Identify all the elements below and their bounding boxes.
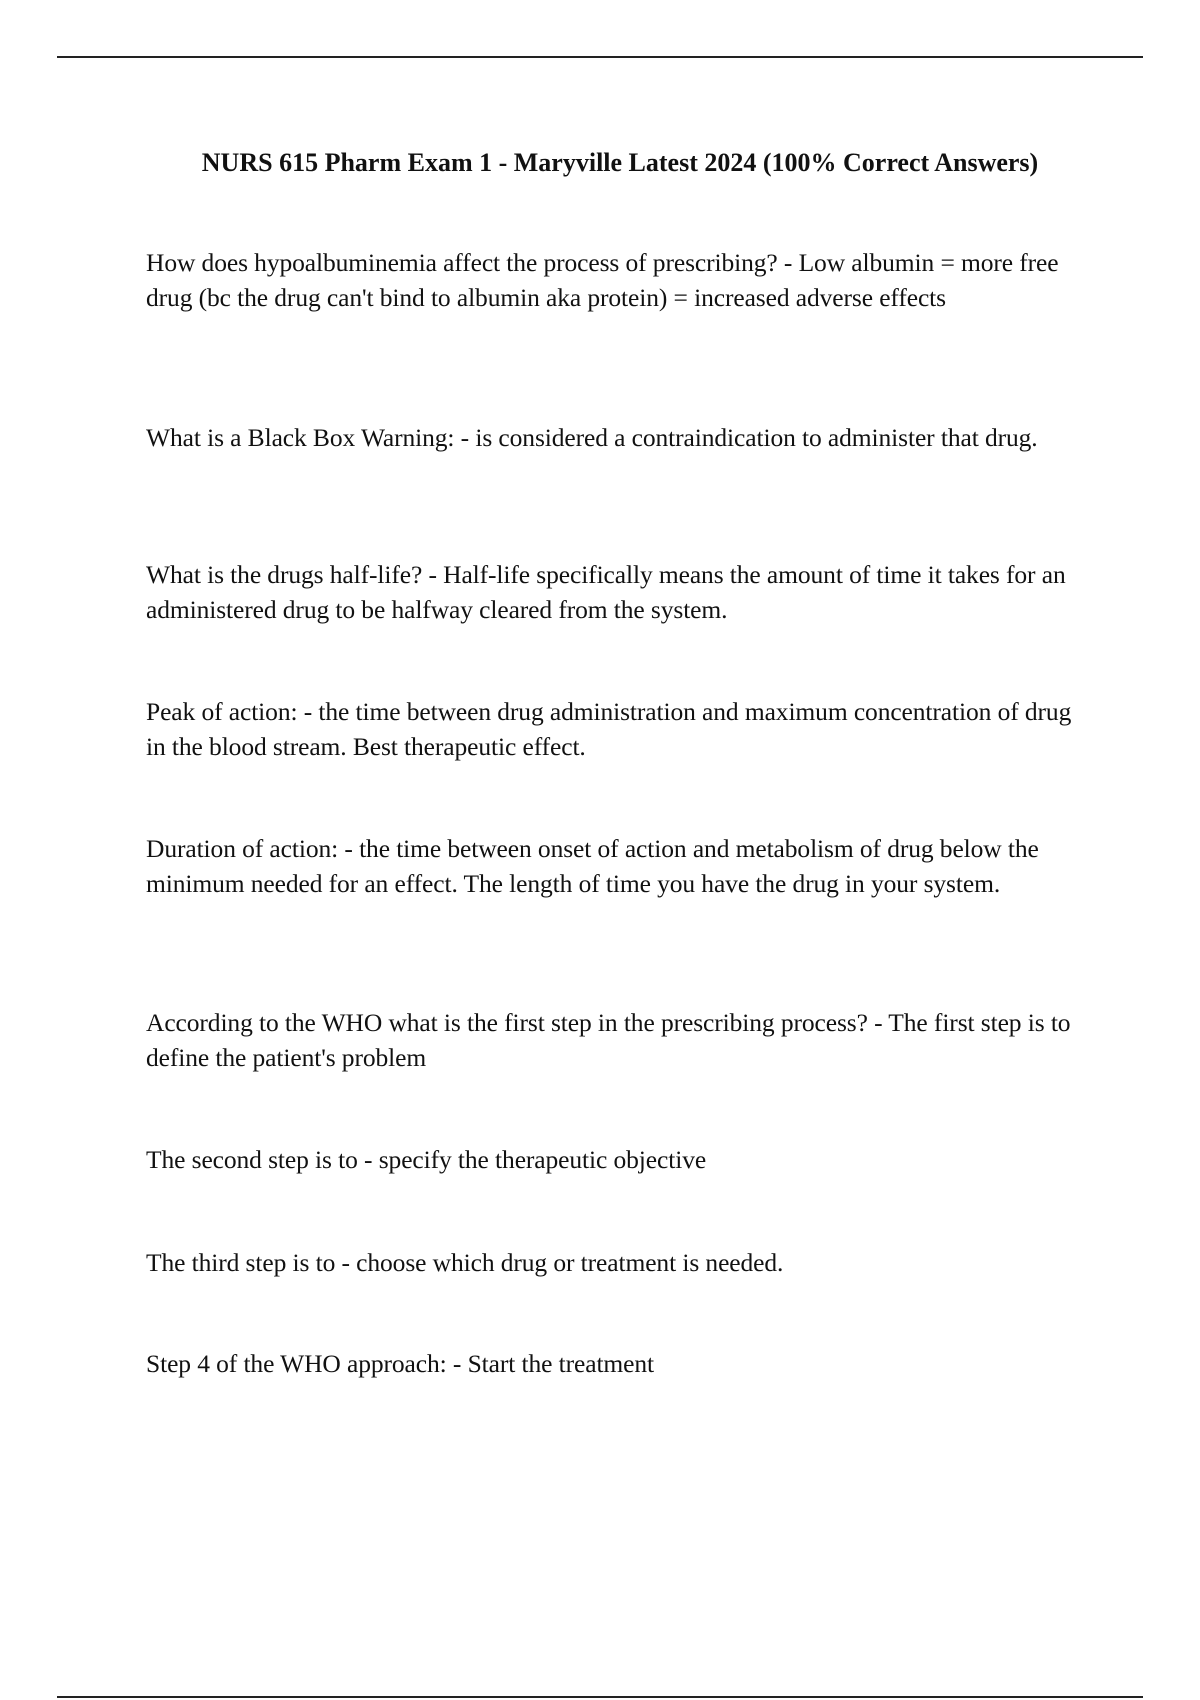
qa-entry-7: The second step is to - specify the therapeutic objective (146, 1145, 707, 1174)
qa-entry-6: According to the WHO what is the first step in the prescribing process? - The first step is to define the patient's problem (146, 1008, 1071, 1072)
top-rule (57, 56, 1143, 58)
document-title: NURS 615 Pharm Exam 1 - Maryville Latest 2024 (100% Correct Answers) (201, 148, 1039, 177)
qa-entry-4: Peak of action: - the time between drug administration and maximum concentration of drug in the blood stream. Best therapeutic effect. (146, 697, 1072, 761)
qa-entry-3: What is the drugs half-life? - Half-life specifically means the amount of time it takes for an administered drug to be halfway cleared from the system. (146, 560, 1066, 624)
qa-entry-8: The third step is to - choose which drug or treatment is needed. (146, 1248, 784, 1277)
qa-entry-9: Step 4 of the WHO approach: - Start the treatment (146, 1349, 655, 1378)
bottom-rule (57, 1696, 1143, 1698)
qa-entry-2: What is a Black Box Warning: - is considered a contraindication to administer that drug. (146, 423, 1038, 452)
qa-entry-1: How does hypoalbuminemia affect the process of prescribing? - Low albumin = more free drug (bc the drug can't bind to albumin aka protein) = increased adverse effects (146, 248, 1059, 312)
qa-entry-5: Duration of action: - the time between onset of action and metabolism of drug below the minimum needed for an effect. The length of time you have the drug in your system. (146, 834, 1039, 898)
